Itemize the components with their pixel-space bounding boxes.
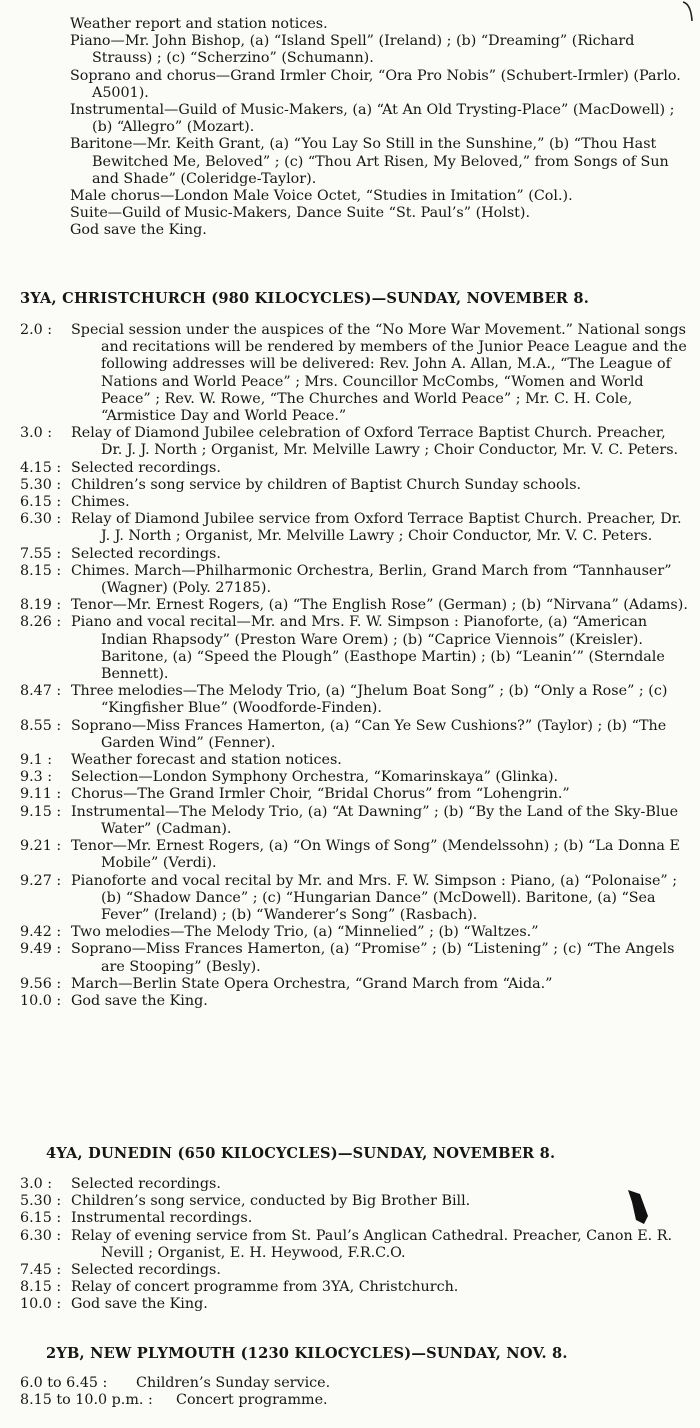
item-text: Two melodies—The Melody Trio, (a) “Minnelied” ; (b) “Waltzes.”: [71, 924, 539, 941]
station-heading-2yb: 2YB, NEW PLYMOUTH (1230 KILOCYCLES)—SUNDAY, NOV. 8.: [46, 1345, 568, 1362]
schedule-row: [0, 563, 700, 597]
schedule-row: [0, 769, 700, 786]
time-range: 6.0 to 6.45 :: [20, 1375, 108, 1391]
schedule-2yb: [0, 1375, 700, 1409]
item-text: Soprano—Miss Frances Hamerton, (a) “Can Ye Sew Cushions?” (Taylor) ; (b) “The Garden Wind” (Fenner).: [71, 717, 667, 751]
time: 9.3 :: [20, 769, 53, 786]
item-text: Selected recordings.: [71, 545, 221, 562]
schedule-3ya: [0, 322, 700, 1010]
item-text: Relay of evening service from St. Paul’s Anglican Cathedral. Preacher, Canon E. R. Nevill ; Organist, E. H. Heywood, F.R.C.O.: [71, 1227, 673, 1261]
schedule-row: [0, 804, 700, 838]
schedule-row: [0, 924, 700, 941]
time: 9.27 :: [20, 872, 62, 889]
schedule-row: [0, 1296, 700, 1313]
schedule-row: [0, 494, 700, 511]
schedule-row: [0, 752, 700, 769]
item-text: Pianoforte and vocal recital by Mr. and Mrs. F. W. Simpson : Piano, (a) “Polonaise” ; (b) “Shadow Dance” ; (c) “Hungarian Dance” (McDowell). Baritone, (a) “Sea Fever” (Ireland) ; (b) “Wanderer’s Song” (Rasbach).: [71, 872, 678, 923]
time: 9.56 :: [20, 975, 62, 992]
time: 9.49 :: [20, 941, 62, 958]
programme-item: Soprano and chorus—Grand Irmler Choir, “Ora Pro Nobis” (Schubert-Irmler) (Parlo. A5001).: [70, 67, 681, 101]
schedule-row: [0, 460, 700, 477]
time: 8.55 :: [20, 717, 62, 734]
time: 8.19 :: [20, 597, 62, 614]
station-heading-3ya: 3YA, CHRISTCHURCH (980 KILOCYCLES)—SUNDAY, NOVEMBER 8.: [20, 290, 590, 307]
programme-item: Baritone—Mr. Keith Grant, (a) “You Lay So Still in the Sunshine,” (b) “Thou Hast Bewitched Me, Beloved” ; (c) “Thou Art Risen, My Beloved,” from Songs of Sun and Shade” (Coleridge-Taylor).: [70, 136, 669, 187]
item-text: Selected recordings.: [71, 459, 221, 476]
time: 10.0 :: [20, 992, 62, 1009]
schedule-row: [0, 838, 700, 872]
time: 8.47 :: [20, 683, 62, 700]
schedule-row: [0, 425, 700, 459]
ink-blot-icon: [622, 1186, 652, 1226]
item-text: Children’s song service by children of Baptist Church Sunday schools.: [71, 476, 582, 493]
schedule-row: [0, 873, 700, 925]
item-text: Instrumental—The Melody Trio, (a) “At Dawning” ; (b) “By the Land of the Sky-Blue Water” (Cadman).: [71, 803, 679, 837]
schedule-row: [0, 1228, 700, 1262]
item-text: Selected recordings.: [71, 1176, 221, 1192]
time: 9.15 :: [20, 803, 62, 820]
schedule-row: [0, 941, 700, 975]
schedule-row: [0, 786, 700, 803]
item-text: Three melodies—The Melody Trio, (a) “Jhelum Boat Song” ; (b) “Only a Rose” ; (c) “Kingfisher Blue” (Woodforde-Finden).: [71, 683, 668, 717]
schedule-row: [0, 1193, 700, 1210]
time: 8.15 :: [20, 562, 62, 579]
time: 9.21 :: [20, 838, 62, 855]
time: 9.42 :: [20, 924, 62, 941]
time: 9.1 :: [20, 752, 53, 769]
schedule-row: [0, 1210, 700, 1227]
programme-item: Male chorus—London Male Voice Octet, “Studies in Imitation” (Col.).: [70, 188, 573, 205]
time: 8.15 :: [20, 1279, 62, 1296]
programme-item: Instrumental—Guild of Music-Makers, (a) “At An Old Trysting-Place” (MacDowell) ; (b) “Allegro” (Mozart).: [70, 102, 675, 136]
schedule-row: [0, 322, 700, 425]
item-text: Relay of concert programme from 3YA, Christchurch.: [71, 1279, 459, 1296]
item-text: Chimes.: [71, 494, 130, 511]
item-text: Children’s Sunday service.: [136, 1375, 331, 1391]
schedule-4ya: [0, 1176, 700, 1314]
time: 6.15 :: [20, 1210, 62, 1227]
time: 7.45 :: [20, 1262, 62, 1279]
previous-station-programme-tail: [70, 16, 690, 240]
time: 3.0 :: [20, 425, 53, 442]
time: 2.0 :: [20, 322, 53, 338]
programme-item: Suite—Guild of Music-Makers, Dance Suite “St. Paul’s” (Holst).: [70, 205, 531, 222]
schedule-row: [0, 597, 700, 614]
time: 6.30 :: [20, 511, 62, 528]
time: 10.0 :: [20, 1296, 62, 1313]
time: 9.11 :: [20, 786, 62, 803]
schedule-row: [0, 718, 700, 752]
item-text: Tenor—Mr. Ernest Rogers, (a) “The English Rose” (German) ; (b) “Nirvana” (Adams).: [71, 597, 688, 614]
item-text: Relay of Diamond Jubilee celebration of Oxford Terrace Baptist Church. Preacher, Dr. J. J. North ; Organist, Mr. Melville Lawry ; Choir Conductor, Mr. V. C. Peters.: [71, 425, 679, 459]
item-text: March—Berlin State Opera Orchestra, “Grand March from “Aida.”: [71, 975, 553, 992]
time: 4.15 :: [20, 459, 62, 476]
schedule-row: [0, 614, 700, 683]
schedule-row: [0, 546, 700, 563]
schedule-row: [0, 1375, 700, 1392]
item-text: Special session under the auspices of the “No More War Movement.” National songs and recitations will be rendered by members of the Junior Peace League and the following addresses will be delivered: Rev. John A. Allan, M.A., “The League of Nations and World Peace” ; Mrs. Councillor McCombs, “Women and World Peace” ; Rev. W. Rowe, “The Churches and World Peace” ; Mr. C. H. Cole, “Armistice Day and World Peace.”: [71, 322, 687, 425]
item-text: Selected recordings.: [71, 1262, 221, 1279]
schedule-row: [0, 477, 700, 494]
item-text: Instrumental recordings.: [71, 1210, 253, 1227]
schedule-row: [0, 993, 700, 1010]
time-range: 8.15 to 10.0 p.m. :: [20, 1392, 153, 1408]
item-text: Weather forecast and station notices.: [71, 752, 342, 769]
time: 6.30 :: [20, 1227, 62, 1244]
time: 7.55 :: [20, 545, 62, 562]
time: 5.30 :: [20, 476, 62, 493]
item-text: Chimes. March—Philharmonic Orchestra, Berlin, Grand March from “Tannhauser” (Wagner) (Poly. 27185).: [71, 562, 672, 597]
schedule-row: [0, 1176, 700, 1193]
schedule-row: [0, 1262, 700, 1279]
schedule-row: [0, 683, 700, 717]
programme-item: Piano—Mr. John Bishop, (a) “Island Spell” (Ireland) ; (b) “Dreaming” (Richard Strauss) ; (c) “Scherzino” (Schumann).: [70, 33, 635, 67]
item-text: Selection—London Symphony Orchestra, “Komarinskaya” (Glinka).: [71, 769, 559, 786]
programme-item: God save the King.: [70, 222, 207, 239]
item-text: God save the King.: [71, 1296, 208, 1313]
programme-item: Weather report and station notices.: [70, 16, 328, 32]
schedule-row: [0, 976, 700, 993]
time: 8.26 :: [20, 614, 62, 631]
schedule-row: [0, 1279, 700, 1296]
time: 5.30 :: [20, 1193, 62, 1210]
station-heading-4ya: 4YA, DUNEDIN (650 KILOCYCLES)—SUNDAY, NOVEMBER 8.: [46, 1145, 556, 1162]
item-text: Concert programme.: [176, 1392, 328, 1408]
item-text: Children’s song service, conducted by Big Brother Bill.: [71, 1193, 471, 1210]
schedule-row: [0, 511, 700, 545]
time: 6.15 :: [20, 494, 62, 511]
item-text: Soprano—Miss Frances Hamerton, (a) “Promise” ; (b) “Listening” ; (c) “The Angels are Stooping” (Besly).: [71, 941, 675, 975]
item-text: Chorus—The Grand Irmler Choir, “Bridal Chorus” from “Lohengrin.”: [71, 786, 570, 803]
item-text: Tenor—Mr. Ernest Rogers, (a) “On Wings of Song” (Mendelssohn) ; (b) “La Donna E Mobile” (Verdi).: [71, 838, 680, 872]
item-text: Piano and vocal recital—Mr. and Mrs. F. W. Simpson : Pianoforte, (a) “American Indian Rhapsody” (Preston Ware Orem) ; (b) “Caprice Viennois” (Kreisler). Baritone, (a) “Speed the Plough” (Easthope Martin) ; (b) “Leanin’” (Sterndale Bennett).: [71, 614, 665, 683]
schedule-row: [0, 1392, 700, 1409]
time: 3.0 :: [20, 1176, 53, 1192]
item-text: Relay of Diamond Jubilee service from Oxford Terrace Baptist Church. Preacher, Dr. J. J. North ; Organist, Mr. Melville Lawry ; Choir Conductor, Mr. V. C. Peters.: [71, 511, 682, 545]
item-text: God save the King.: [71, 992, 208, 1009]
